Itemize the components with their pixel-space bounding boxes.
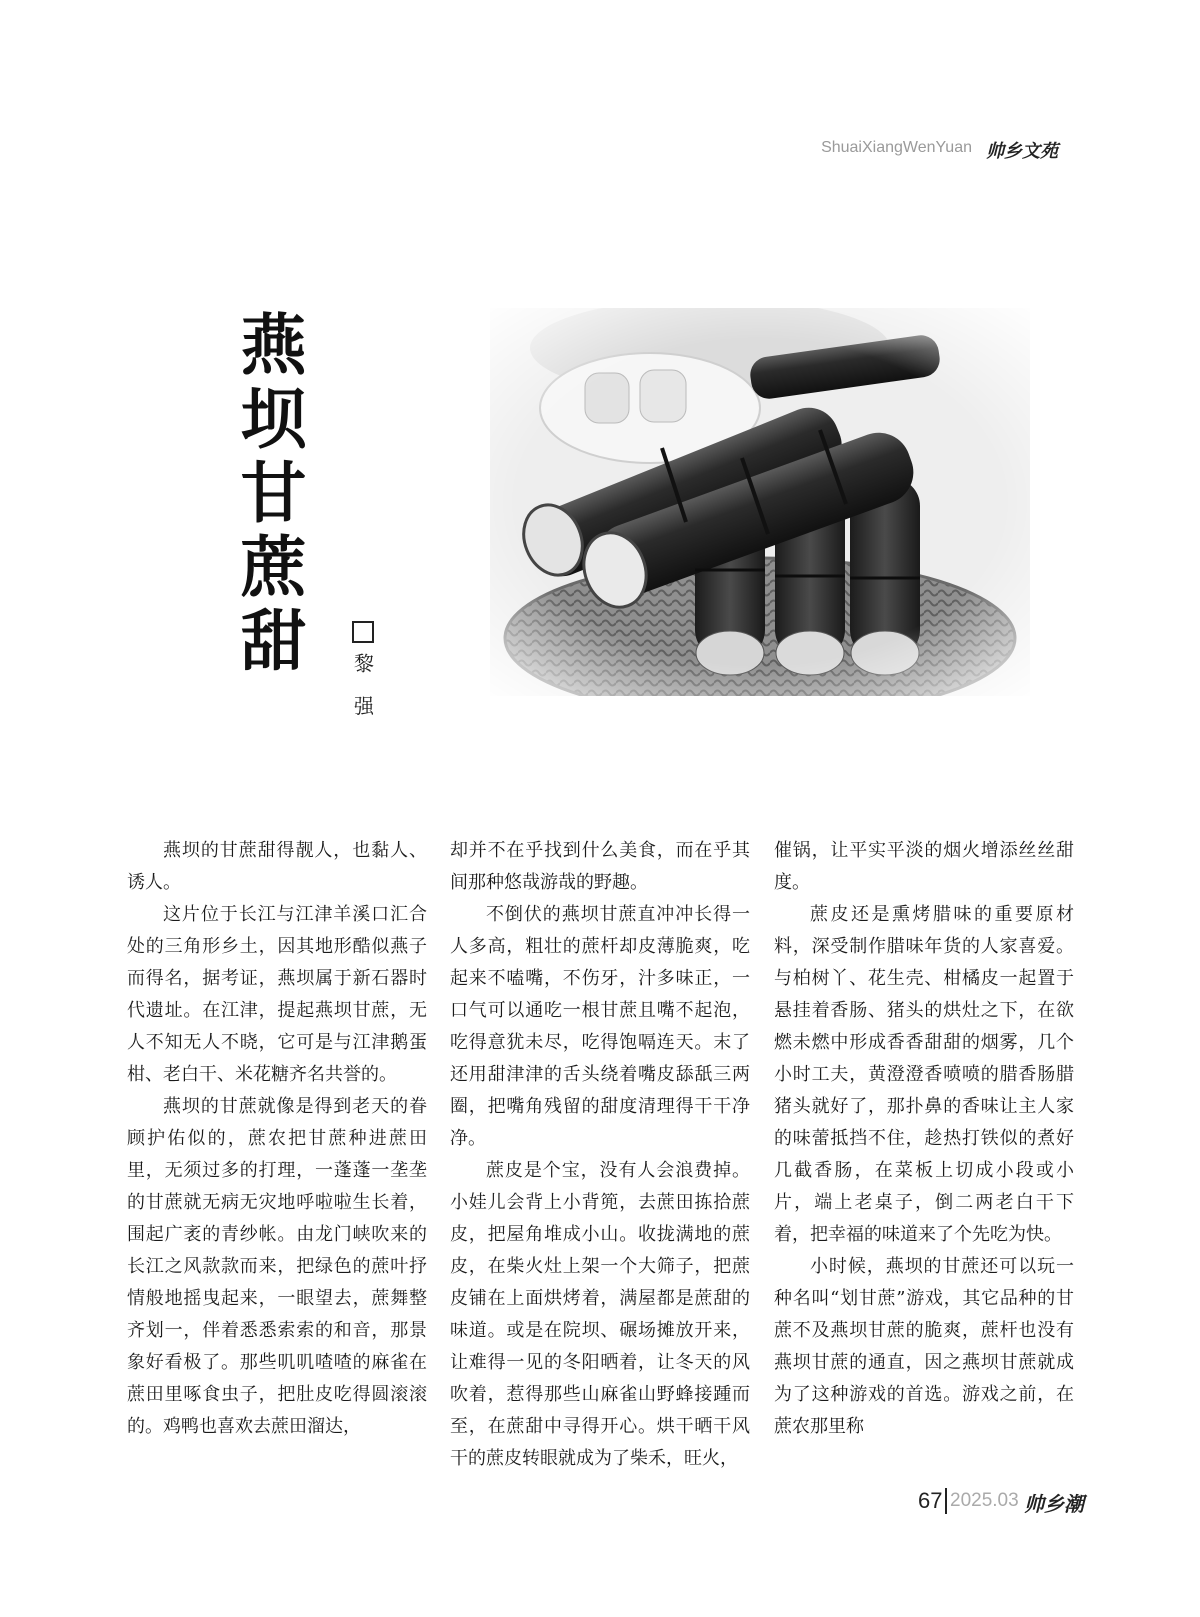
section-name-english: ShuaiXiangWenYuan — [821, 139, 972, 156]
article-title: 燕坝甘蔗甜 — [229, 310, 306, 680]
issue-date: 2025.03 — [950, 1490, 1019, 1511]
byline-box-icon — [352, 621, 374, 643]
text-column-2 — [450, 835, 750, 1475]
paragraph: 燕坝的甘蔗甜得靓人，也黏人、诱人。 — [127, 840, 427, 893]
author-name: 黎 强 — [350, 653, 375, 724]
paragraph: 蔗皮还是熏烤腊味的重要原材料，深受制作腊味年货的人家喜爱。与柏树丫、花生壳、柑橘皮一起置于悬挂着香肠、猪头的烘灶之下，在欲燃未燃中形成香香甜甜的烟雾，几个小时工夫，黄澄澄香喷喷的腊香肠腊猪头就好了，那扑鼻的香味让主人家的味蕾抵挡不住，趁热打铁似的煮好几截香肠，在菜板上切成小段或小片，端上老桌子，倒二两老白干下着，把幸福的味道来了个先吃为快。 — [774, 904, 1074, 1245]
paragraph: 燕坝的甘蔗就像是得到老天的眷顾护佑似的，蔗农把甘蔗种进蔗田里，无须过多的打理，一蓬蓬一垄垄的甘蔗就无病无灾地呼啦啦生长着，围起广袤的青纱帐。由龙门峡吹来的长江之风款款而来，把绿色的蔗叶抒情般地摇曳起来，一眼望去，蔗舞整齐划一，伴着悉悉索索的和音，那景象好看极了。那些叽叽喳喳的麻雀在蔗田里啄食虫子，把肚皮吃得圆滚滚的。鸡鸭也喜欢去蔗田溜达， — [127, 1096, 427, 1437]
page-number: 67 — [918, 1488, 947, 1514]
paragraph: 却并不在乎找到什么美食，而在乎其间那种悠哉游哉的野趣。 — [450, 840, 750, 893]
paragraph: 不倒伏的燕坝甘蔗直冲冲长得一人多高，粗壮的蔗杆却皮薄脆爽，吃起来不嗑嘴，不伤牙，汁多味正，一口气可以通吃一根甘蔗且嘴不起泡，吃得意犹未尽，吃得饱嗝连天。末了还用甜津津的舌头绕着嘴皮舔舐三两圈，把嘴角残留的甜度清理得干干净净。 — [450, 904, 750, 1149]
section-header — [780, 137, 1080, 161]
page-footer — [918, 1488, 1098, 1518]
paragraph: 催锅，让平实平淡的烟火增添丝丝甜度。 — [774, 840, 1074, 893]
section-name-chinese: 帅乡文苑 — [986, 141, 1058, 162]
magazine-name: 帅乡潮 — [1024, 1492, 1084, 1516]
text-column-3 — [774, 835, 1074, 1443]
text-column-1 — [127, 835, 427, 1443]
paragraph: 蔗皮是个宝，没有人会浪费掉。小娃儿会背上小背篼，去蔗田拣拾蔗皮，把屋角堆成小山。收拢满地的蔗皮，在柴火灶上架一个大筛子，把蔗皮铺在上面烘烤着，满屋都是蔗甜的味道。或是在院坝、碾场摊放开来，让难得一见的冬阳晒着，让冬天的风吹着，惹得那些山麻雀山野蜂接踵而至，在蔗甜中寻得开心。烘干晒干风干的蔗皮转眼就成为了柴禾，旺火， — [450, 1160, 750, 1469]
paragraph: 小时候，燕坝的甘蔗还可以玩一种名叫“划甘蔗”游戏，其它品种的甘蔗不及燕坝甘蔗的脆爽，蔗杆也没有燕坝甘蔗的通直，因之燕坝甘蔗就成为了这种游戏的首选。游戏之前，在蔗农那里称 — [774, 1256, 1074, 1437]
sugarcane-photo — [490, 308, 1030, 696]
author-byline — [348, 621, 378, 723]
paragraph: 这片位于长江与江津羊溪口汇合处的三角形乡土，因其地形酷似燕子而得名，据考证，燕坝属于新石器时代遗址。在江津，提起燕坝甘蔗，无人不知无人不晓，它可是与江津鹅蛋柑、老白干、米花糖齐名共誉的。 — [127, 904, 427, 1085]
